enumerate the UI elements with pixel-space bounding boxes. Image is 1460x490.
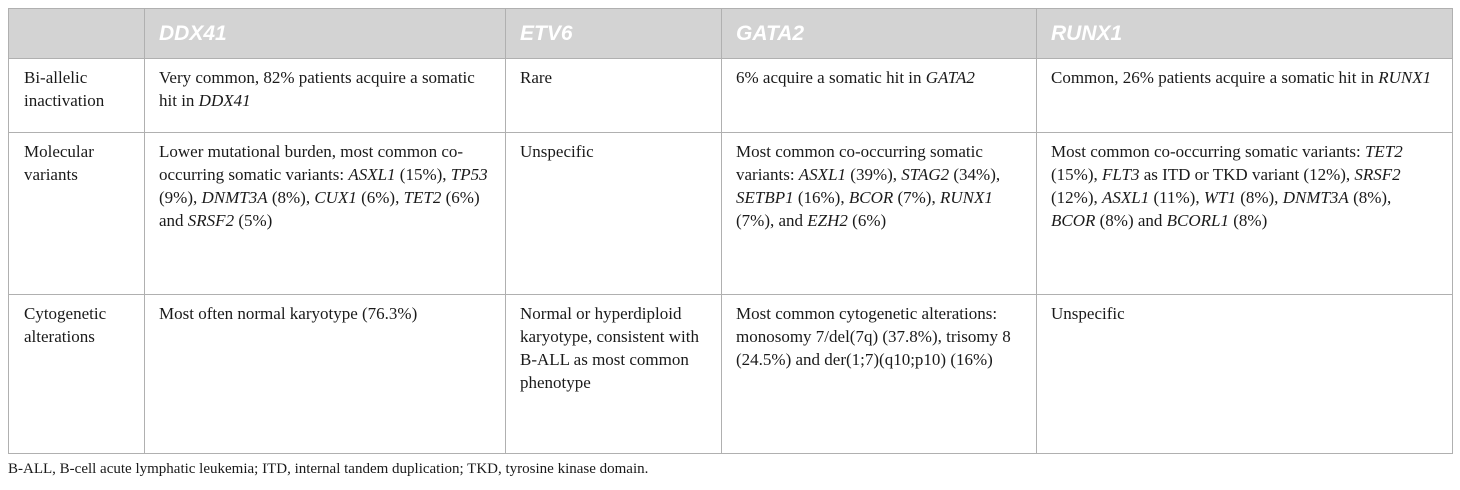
row-label: Bi-allelic inactivation <box>9 59 145 133</box>
cell-text: (6%) and <box>159 188 480 230</box>
cell-text: (15%), <box>395 165 451 184</box>
cell-text: Most common co-occurring somatic variants: <box>736 142 983 184</box>
gene-name: BCOR <box>848 188 894 207</box>
gene-name: ASXL1 <box>348 165 396 184</box>
cell-text: (8%) and <box>1095 211 1167 230</box>
comparison-table-container <box>8 8 1452 454</box>
table-cell <box>145 133 506 295</box>
cell-text: (8%), <box>1235 188 1283 207</box>
header-etv6: ETV6 <box>506 9 722 59</box>
gene-name: TP53 <box>450 165 488 184</box>
gene-name: WT1 <box>1203 188 1236 207</box>
header-ddx41: DDX41 <box>145 9 506 59</box>
gene-name: CUX1 <box>314 188 357 207</box>
table-footnote: B-ALL, B-cell acute lymphatic leukemia; ITD, internal tandem duplication; TKD, tyrosine kinase domain. <box>8 461 649 477</box>
table-header-row <box>9 9 1453 59</box>
table-cell <box>1037 295 1453 454</box>
cell-text: Lower mutational burden, most common co-occurring somatic variants: <box>159 142 464 184</box>
table-cell <box>506 133 722 295</box>
table-row <box>9 295 1453 454</box>
cell-text: (16%), <box>793 188 849 207</box>
cell-text: Very common, 82% patients acquire a somatic hit in <box>159 68 475 110</box>
cell-text: (8%), <box>1348 188 1392 207</box>
cell-text: Common, 26% patients acquire a somatic hit in <box>1051 68 1379 87</box>
table-cell <box>722 295 1037 454</box>
gene-name: FLT3 <box>1101 165 1140 184</box>
gene-name: TET2 <box>1364 142 1403 161</box>
cell-text: (8%), <box>267 188 315 207</box>
row-label: Cytogenetic alterations <box>9 295 145 454</box>
cell-text: (6%), <box>356 188 404 207</box>
table-cell <box>722 133 1037 295</box>
gene-name: SRSF2 <box>187 211 235 230</box>
cell-text: Rare <box>520 68 553 87</box>
header-corner <box>9 9 145 59</box>
cell-text: (15%), <box>1051 165 1102 184</box>
table-cell <box>506 59 722 133</box>
cell-text: Most common co-occurring somatic variants: <box>1051 142 1365 161</box>
gene-name: TET2 <box>403 188 442 207</box>
cell-text: 6% acquire a somatic hit in <box>736 68 926 87</box>
table-cell <box>1037 59 1453 133</box>
gene-name: ASXL1 <box>1101 188 1150 207</box>
cell-text: (11%), <box>1149 188 1204 207</box>
gene-name: BCOR <box>1051 211 1096 230</box>
gene-name: SETBP1 <box>736 188 794 207</box>
table-row <box>9 133 1453 295</box>
gene-name: STAG2 <box>901 165 950 184</box>
header-runx1: RUNX1 <box>1037 9 1453 59</box>
cell-text: Unspecific <box>520 142 594 161</box>
gene-name: BCORL1 <box>1166 211 1230 230</box>
gene-name: DNMT3A <box>1282 188 1349 207</box>
table-cell <box>1037 133 1453 295</box>
gene-name: RUNX1 <box>1378 68 1432 87</box>
cell-text: (6%) <box>847 211 887 230</box>
gene-name: SRSF2 <box>1354 165 1401 184</box>
cell-text: (39%), <box>846 165 902 184</box>
gene-name: DNMT3A <box>201 188 268 207</box>
cell-text: (9%), <box>159 188 202 207</box>
cell-text: (7%), and <box>736 211 808 230</box>
header-gata2: GATA2 <box>722 9 1037 59</box>
cell-text: (5%) <box>234 211 273 230</box>
gene-name: RUNX1 <box>939 188 993 207</box>
table-cell <box>145 295 506 454</box>
cell-text: (7%), <box>893 188 940 207</box>
row-label: Molecular variants <box>9 133 145 295</box>
gene-name: DDX41 <box>198 91 251 110</box>
table-row <box>9 59 1453 133</box>
cell-text: Unspecific <box>1051 304 1125 323</box>
gene-name: ASXL1 <box>798 165 847 184</box>
cell-text: Most often normal karyotype (76.3%) <box>159 304 418 323</box>
cell-text: (34%), <box>949 165 1001 184</box>
table-cell <box>722 59 1037 133</box>
cell-text: (12%), <box>1051 188 1102 207</box>
cell-text: Most common cytogenetic alterations: monosomy 7/del(7q) (37.8%), trisomy 8 (24.5%) and der(1;7)(q10;p10) (16%) <box>736 304 1011 369</box>
cell-text: as ITD or TKD variant (12%), <box>1139 165 1355 184</box>
gene-name: EZH2 <box>807 211 848 230</box>
cell-text: (8%) <box>1229 211 1268 230</box>
comparison-table <box>8 8 1453 454</box>
table-cell <box>145 59 506 133</box>
gene-name: GATA2 <box>925 68 975 87</box>
cell-text: Normal or hyperdiploid karyotype, consistent with B-ALL as most common phenotype <box>520 304 699 392</box>
table-cell <box>506 295 722 454</box>
